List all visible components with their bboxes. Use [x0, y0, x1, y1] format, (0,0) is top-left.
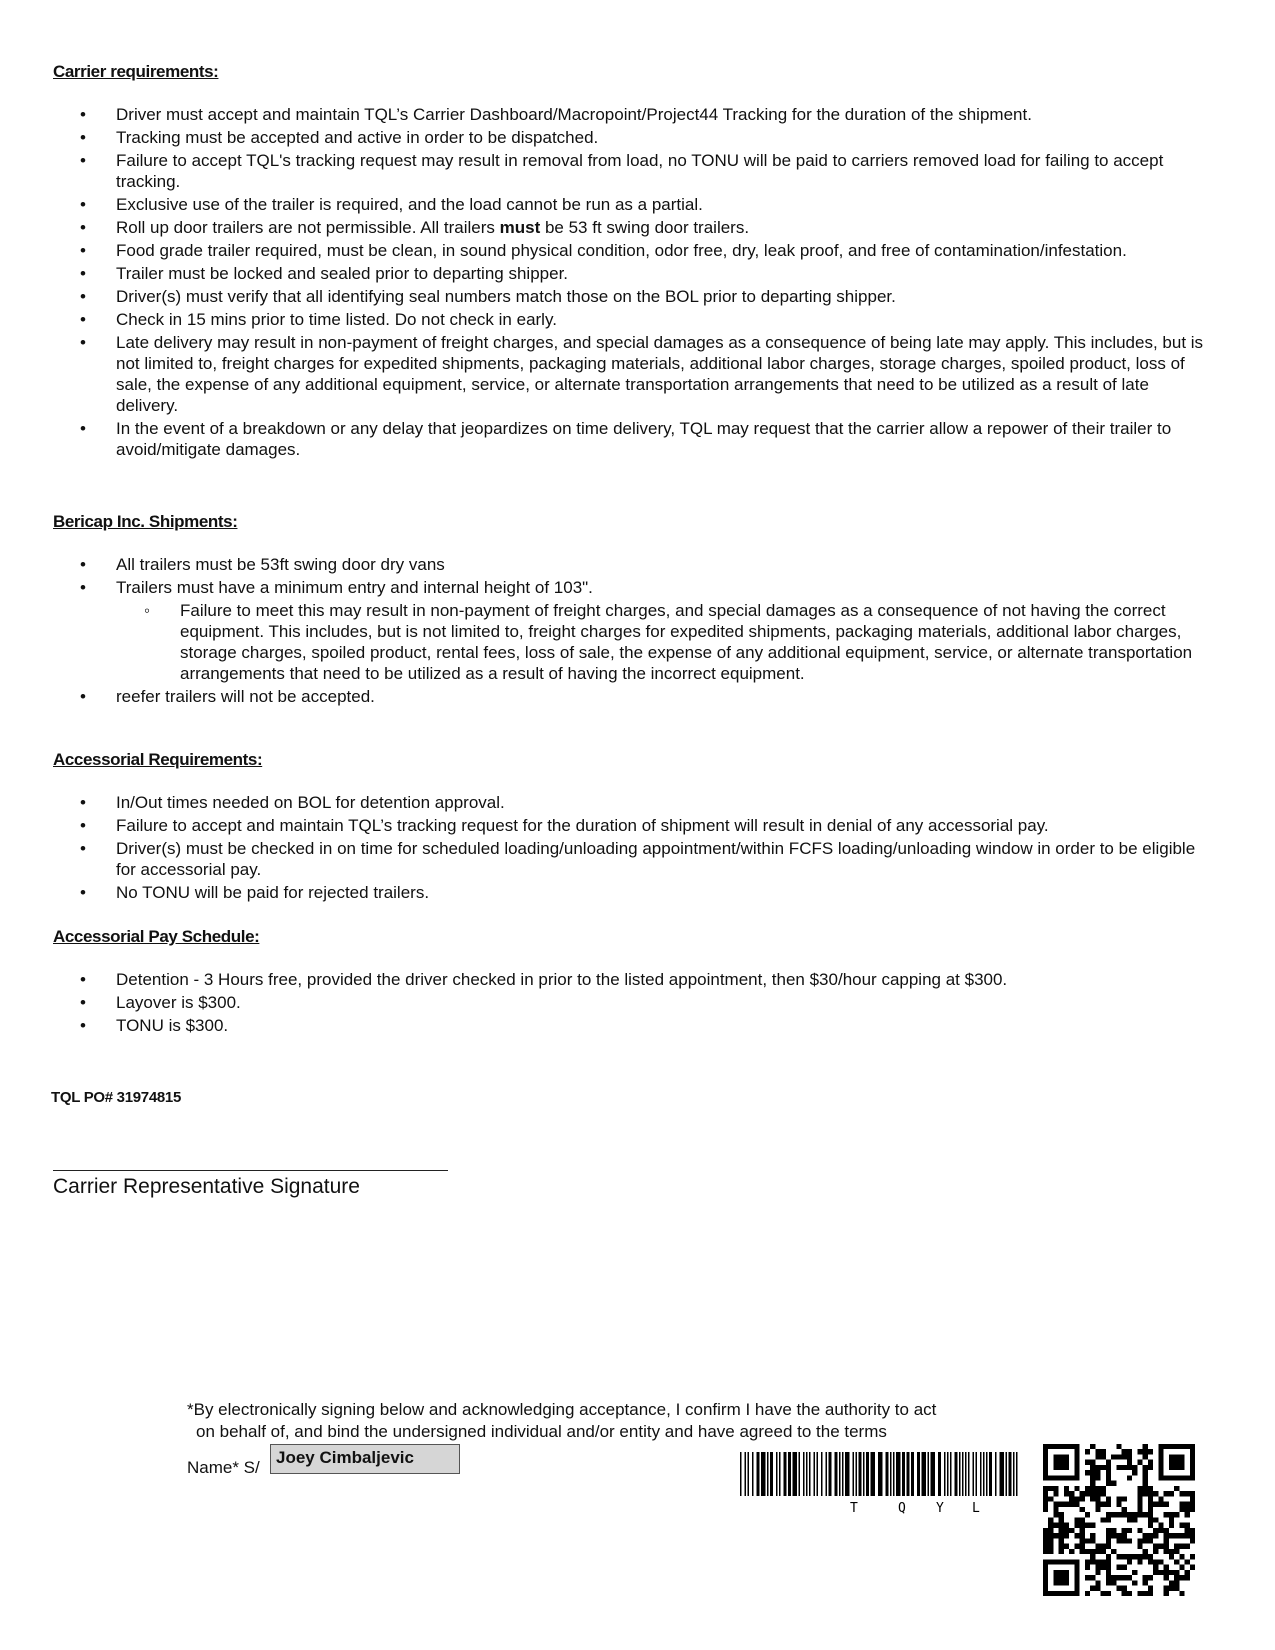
barcode-bar	[968, 1452, 970, 1496]
barcode-bar	[995, 1452, 997, 1496]
barcode-bar	[931, 1452, 936, 1496]
list-item: • reefer trailers will not be accepted.	[0, 686, 1275, 707]
barcode-bar	[878, 1452, 883, 1496]
barcode-bar	[842, 1452, 844, 1496]
barcode-bar	[902, 1452, 905, 1496]
acknowledgement-line-1: *By electronically signing below and acknowledging acceptance, I confirm I have the authority to act	[187, 1400, 937, 1419]
barcode-bar	[938, 1452, 941, 1496]
barcode-bar	[835, 1452, 838, 1496]
barcode-bar	[779, 1452, 781, 1496]
barcode-bar	[871, 1452, 876, 1496]
barcode-bar	[748, 1452, 750, 1496]
barcode-bar	[950, 1452, 952, 1496]
list-item-text: Trailers must have a minimum entry and internal height of 103".	[116, 578, 593, 597]
barcode-bar	[809, 1452, 811, 1496]
bericap-sub-list	[116, 600, 1215, 684]
list-item: • Trailer must be locked and sealed prior to departing shipper.	[0, 263, 1275, 284]
list-item: • Roll up door trailers are not permissible. All trailers must be 53 ft swing door trailers.	[0, 217, 1275, 238]
barcode-bar	[859, 1452, 862, 1496]
carrier-requirements-heading: Carrier requirements:	[53, 62, 219, 81]
bericap-shipments-list	[0, 554, 1275, 709]
barcode-bar	[845, 1452, 850, 1496]
list-item: • Check in 15 mins prior to time listed. Do not check in early.	[0, 309, 1275, 330]
barcode-bar	[829, 1452, 832, 1496]
list-item: • Failure to accept and maintain TQL’s tracking request for the duration of shipment will result in denial of any accessorial pay.	[0, 815, 1275, 836]
barcode-bar	[757, 1452, 760, 1496]
po-number: TQL PO# 31974815	[51, 1089, 182, 1106]
sub-list-item: ◦ Failure to meet this may result in non-payment of freight charges, and special damages as a consequence of not having the correct equipment. This includes, but is not limited to, freight charges for expedited shipments, packaging materials, additional labor charges, storage charges, spoiled product, rental fees, loss of sale, the expense of any additional equipment, service, or alternate transportation arrangements that need to be utilized as a result of having the incorrect equipment.	[116, 600, 1215, 684]
signature-label: Carrier Representative Signature	[53, 1175, 360, 1198]
barcode-bar	[976, 1452, 978, 1496]
list-item: • In the event of a breakdown or any delay that jeopardizes on time delivery, TQL may request that the carrier allow a repower of their trailer to avoid/mitigate damages.	[0, 418, 1275, 460]
barcode-bar	[776, 1452, 778, 1496]
barcode-bar	[890, 1452, 892, 1496]
barcode-bar	[817, 1452, 819, 1496]
barcode-bar	[922, 1452, 927, 1496]
barcode-bar	[893, 1452, 895, 1496]
bericap-shipments-heading: Bericap Inc. Shipments:	[53, 512, 238, 531]
signer-name-field[interactable]: Joey Cimbaljevic	[270, 1444, 460, 1474]
accessorial-pay-schedule-list	[0, 969, 1275, 1038]
list-item: • Driver(s) must be checked in on time for scheduled loading/unloading appointment/within FCFS loading/unloading window in order to be eligible for accessorial pay.	[0, 838, 1275, 880]
carrier-requirements-list	[0, 104, 1275, 462]
barcode-bar	[740, 1452, 742, 1496]
barcode-bar	[962, 1452, 964, 1496]
list-item: • Failure to accept TQL's tracking request may result in removal from load, no TONU will be paid to carriers removed load for failing to accept tracking.	[0, 150, 1275, 192]
barcode-bar	[965, 1452, 967, 1496]
name-label: Name* S/	[187, 1458, 260, 1477]
barcode-bar	[989, 1452, 992, 1496]
barcode-bar	[745, 1452, 747, 1496]
barcode-bar	[793, 1452, 798, 1496]
accessorial-requirements-heading: Accessorial Requirements:	[53, 750, 263, 769]
barcode-bar	[955, 1452, 958, 1496]
accessorial-pay-schedule-heading: Accessorial Pay Schedule:	[53, 927, 260, 946]
accessorial-requirements-list	[0, 792, 1275, 905]
barcode-bar	[886, 1452, 889, 1496]
barcode-bar	[799, 1452, 801, 1496]
barcode-bar	[784, 1452, 787, 1496]
barcode-bar	[896, 1452, 901, 1496]
signature-line[interactable]	[53, 1170, 448, 1171]
barcode-bar	[826, 1452, 828, 1496]
list-item: • TONU is $300.	[0, 1015, 1275, 1036]
acknowledgement-line-2: on behalf of, and bind the undersigned individual and/or entity and have agreed to the terms	[196, 1422, 887, 1441]
barcode-bar	[839, 1452, 841, 1496]
barcode-bar	[767, 1452, 769, 1496]
barcode-bar	[788, 1452, 791, 1496]
barcode-bar	[986, 1452, 988, 1496]
list-item: • Late delivery may result in non-payment of freight charges, and special damages as a consequence of being late may apply. This includes, but is not limited to, freight charges for expedited shipments, packaging materials, additional labor charges, storage charges, spoiled product, loss of sale, the expense of any additional equipment, service, or alternate transportation arrangements that need to be utilized as a result of late delivery.	[0, 332, 1275, 416]
list-item: • Driver(s) must verify that all identifying seal numbers match those on the BOL prior to departing shipper.	[0, 286, 1275, 307]
barcode-bar	[814, 1452, 816, 1496]
acknowledgement-text	[187, 1399, 1027, 1443]
barcode-bar	[1016, 1452, 1018, 1496]
barcode-bar	[917, 1452, 920, 1496]
barcode-bar	[907, 1452, 910, 1496]
barcode-bar	[944, 1452, 946, 1496]
barcode-bar	[959, 1452, 961, 1496]
barcode-bar	[983, 1452, 985, 1496]
list-item: • Detention - 3 Hours free, provided the driver checked in prior to the listed appointment, then $30/hour capping at $300.	[0, 969, 1275, 990]
barcode-bar	[866, 1452, 869, 1496]
barcode-bar	[853, 1452, 855, 1496]
barcode-bar	[980, 1452, 982, 1496]
barcode-bar	[863, 1452, 865, 1496]
barcode-image	[740, 1452, 1022, 1514]
barcode-bar	[911, 1452, 914, 1496]
barcode-bar	[928, 1452, 930, 1496]
barcode-bar	[1013, 1452, 1015, 1496]
barcode-bar	[973, 1452, 975, 1496]
barcode-bar	[770, 1452, 773, 1496]
list-item: • Food grade trailer required, must be clean, in sound physical condition, odor free, dry, leak proof, and free of contamination/infestation.	[0, 240, 1275, 261]
list-item: • No TONU will be paid for rejected trailers.	[0, 882, 1275, 903]
list-item: • Exclusive use of the trailer is required, and the load cannot be run as a partial.	[0, 194, 1275, 215]
barcode-bar	[803, 1452, 805, 1496]
barcode-bar	[947, 1452, 949, 1496]
barcode-bar	[1009, 1452, 1012, 1496]
barcode-bar	[856, 1452, 858, 1496]
barcode-bar	[761, 1452, 766, 1496]
list-item: • Layover is $300.	[0, 992, 1275, 1013]
barcode-text: T Q Y L	[850, 1501, 980, 1514]
barcode-bar	[821, 1452, 823, 1496]
barcode-bar	[1000, 1452, 1005, 1496]
barcode-bar	[806, 1452, 808, 1496]
list-item: • In/Out times needed on BOL for detention approval.	[0, 792, 1275, 813]
list-item: • Tracking must be accepted and active in order to be dispatched.	[0, 127, 1275, 148]
list-item: • Driver must accept and maintain TQL’s Carrier Dashboard/Macropoint/Project44 Tracking for the duration of the shipment.	[0, 104, 1275, 125]
list-item: • All trailers must be 53ft swing door dry vans	[0, 554, 1275, 575]
qr-code-image	[1043, 1444, 1195, 1596]
barcode-bar	[752, 1452, 754, 1496]
barcode-bar	[1006, 1452, 1008, 1496]
list-item	[0, 577, 1275, 684]
